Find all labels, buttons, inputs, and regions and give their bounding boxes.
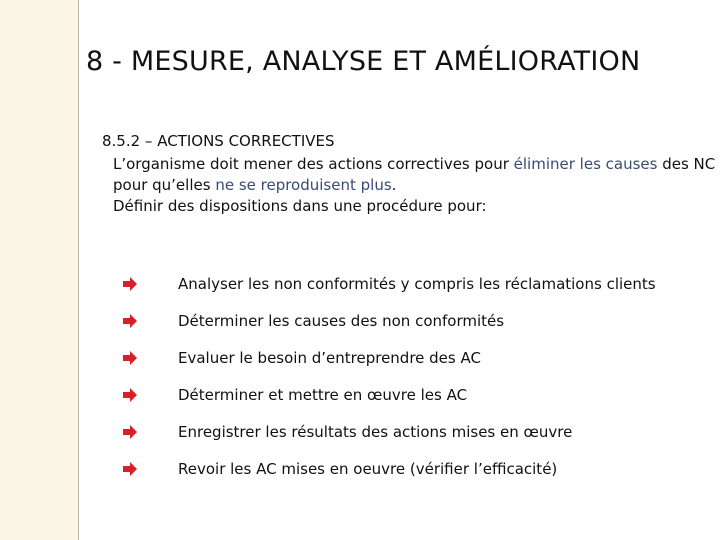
- slide-title: 8 - MESURE, ANALYSE ET AMÉLIORATION: [86, 46, 641, 77]
- text-segment: pour qu’elles: [113, 176, 216, 194]
- bullet-list: [122, 265, 656, 487]
- vertical-divider: [78, 0, 79, 540]
- list-item: [122, 339, 656, 376]
- highlight-text: ne se reproduisent plus: [215, 176, 392, 194]
- arrow-bullet-icon: [122, 425, 138, 439]
- section-heading: 8.5.2 – ACTIONS CORRECTIVES: [102, 132, 335, 150]
- list-item: [122, 376, 656, 413]
- list-item: [122, 302, 656, 339]
- list-item-text: Analyser les non conformités y compris les réclamations clients: [178, 274, 656, 293]
- list-item-text: Evaluer le besoin d’entreprendre des AC: [178, 348, 481, 367]
- list-item-text: Déterminer et mettre en œuvre les AC: [178, 385, 468, 404]
- paragraph-line-3: Définir des dispositions dans une procédure pour:: [113, 197, 487, 215]
- arrow-bullet-icon: [122, 462, 138, 476]
- list-item-text: Déterminer les causes des non conformités: [178, 311, 505, 330]
- text-segment: L’organisme doit mener des actions correctives pour: [113, 155, 514, 173]
- list-item-text: Revoir les AC mises en oeuvre (vérifier l’efficacité): [178, 459, 558, 478]
- list-item-text: Enregistrer les résultats des actions mises en œuvre: [178, 422, 573, 441]
- text-segment: des NC: [657, 155, 716, 173]
- paragraph-line-2: [113, 175, 713, 196]
- paragraph-line-1: [113, 154, 716, 175]
- left-decorative-band: [0, 0, 78, 540]
- arrow-bullet-icon: [122, 388, 138, 402]
- arrow-bullet-icon: [122, 351, 138, 365]
- intro-paragraph: [113, 154, 716, 217]
- arrow-bullet-icon: [122, 277, 138, 291]
- text-segment: .: [391, 176, 397, 194]
- list-item: [122, 265, 656, 302]
- highlight-text: éliminer les causes: [513, 155, 658, 173]
- arrow-bullet-icon: [122, 314, 138, 328]
- list-item: [122, 413, 656, 450]
- list-item: [122, 450, 656, 487]
